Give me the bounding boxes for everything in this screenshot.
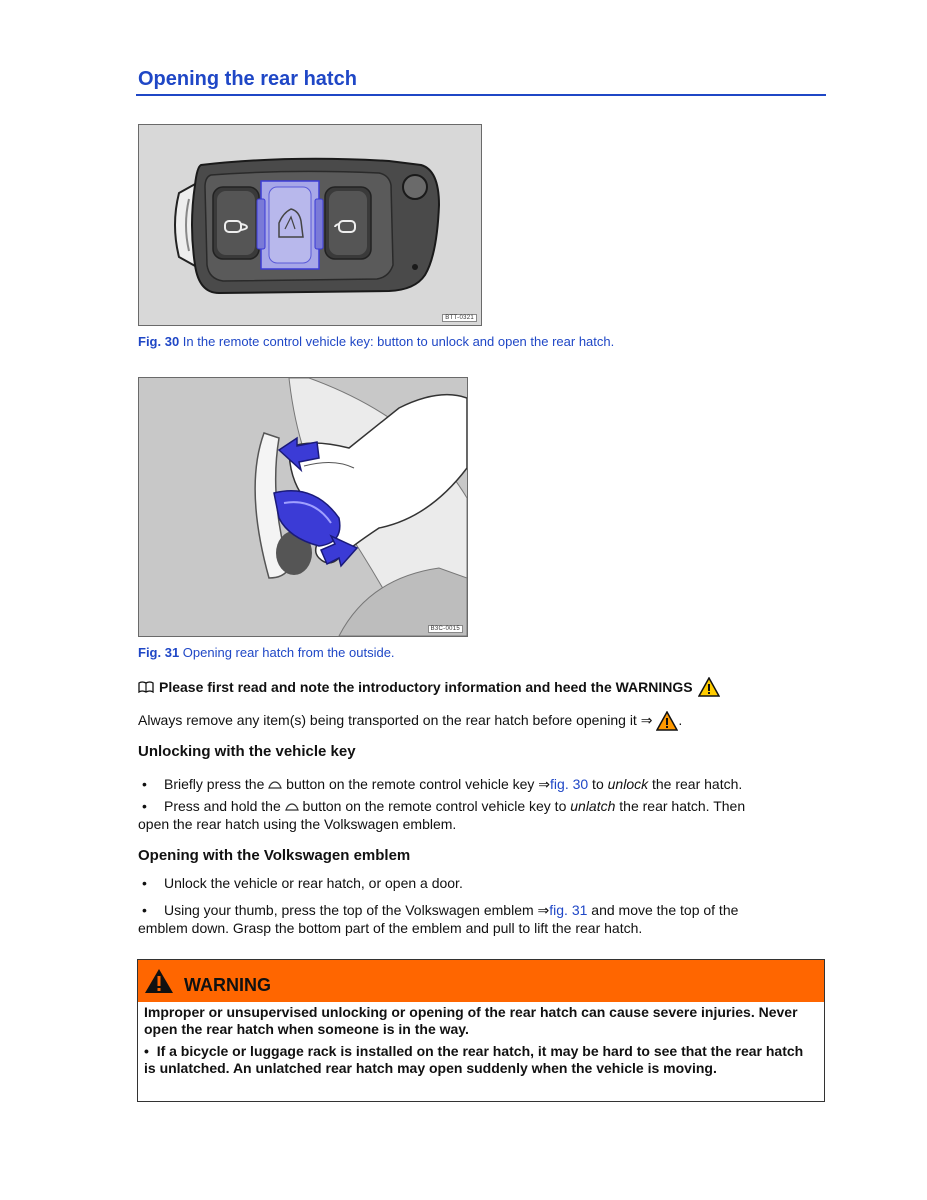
figure-code: BTT-0321 — [442, 314, 477, 322]
figure-30-caption — [138, 334, 614, 349]
warning-body — [138, 1002, 824, 1084]
warning-paragraph: Improper or unsupervised unlocking or opening of the rear hatch can cause severe injuries. Never open the rear hatch when someone is in the way. — [144, 1004, 798, 1037]
figure-31-emblem — [138, 377, 468, 637]
page-title: Opening the rear hatch — [138, 68, 357, 90]
remove-items-text: Always remove any item(s) being transported on the rear hatch before opening it ⇒ — [138, 712, 653, 728]
fig-30-link[interactable]: fig. 30 — [550, 776, 589, 792]
figure-code: B3C-0015 — [428, 625, 463, 633]
list-item: • Unlock the vehicle or rear hatch, or open a door. — [142, 875, 463, 891]
hand-opening-hatch-illustration — [139, 378, 467, 636]
section-heading-emblem: Opening with the Volkswagen emblem — [138, 847, 411, 864]
remote-key-illustration — [139, 125, 481, 325]
figure-30-key — [138, 124, 482, 326]
list-item: • Press and hold the button on the remote control vehicle key to unlatch the rear hatch. Then open the rear hatch using the Volkswagen emblem. — [138, 798, 746, 832]
caption-label: Fig. 30 — [138, 334, 180, 349]
fig-31-link[interactable]: fig. 31 — [549, 902, 588, 918]
warning-label: WARNING — [184, 974, 271, 995]
warning-triangle-icon — [698, 677, 720, 697]
list-item: • Using your thumb, press the top of the Volkswagen emblem ⇒fig. 31 and move the top of the emblem down. Grasp the bottom part of the emblem and pull to lift the rear hatch. — [138, 902, 739, 936]
intro-notice — [138, 677, 720, 697]
caption-text: In the remote control vehicle key: button to unlock and open the rear hatch. — [179, 334, 615, 349]
caption-label: Fig. 31 — [138, 645, 180, 660]
trunk-icon — [268, 780, 282, 790]
trunk-icon — [285, 802, 299, 812]
figure-31-caption — [138, 645, 395, 660]
title-divider — [136, 94, 826, 96]
remove-items-paragraph: Always remove any item(s) being transported on the rear hatch before opening it ⇒ . — [138, 711, 682, 731]
caption-text: Opening rear hatch from the outside. — [179, 645, 395, 660]
section-heading-unlocking: Unlocking with the vehicle key — [138, 743, 356, 760]
book-icon — [138, 681, 154, 693]
warning-header — [138, 960, 824, 1002]
warning-triangle-icon — [144, 968, 174, 994]
intro-text: Please first read and note the introductory information and heed the WARNINGS — [159, 679, 693, 695]
warning-box — [137, 959, 825, 1102]
warning-bullet: • If a bicycle or luggage rack is installed on the rear hatch, it may be hard to see that the rear hatch is unlatched. An unlatched rear hatch may open suddenly when the vehicle is moving. — [144, 1043, 804, 1076]
warning-triangle-icon — [656, 711, 678, 731]
list-item: • Briefly press the button on the remote control vehicle key ⇒fig. 30 to unlock the rear hatch. — [142, 776, 743, 792]
